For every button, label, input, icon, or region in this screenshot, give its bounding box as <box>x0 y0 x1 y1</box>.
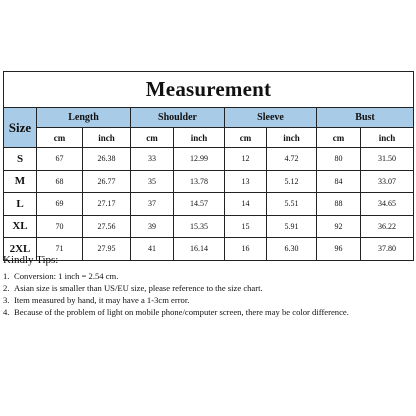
list-item <box>3 294 413 306</box>
table-cell: 80 <box>317 148 361 171</box>
table-cell: 92 <box>317 215 361 238</box>
unit-header-row <box>4 128 414 148</box>
table-cell: 27.56 <box>83 215 131 238</box>
table-cell: 14.57 <box>174 193 225 216</box>
table-cell: 6.30 <box>267 238 317 261</box>
table-cell: 88 <box>317 193 361 216</box>
size-label: M <box>4 170 37 193</box>
table-cell: 67 <box>37 148 83 171</box>
table-row <box>4 148 414 171</box>
tip-text: Asian size is smaller than US/EU size, please reference to the size chart. <box>14 283 263 293</box>
table-row <box>4 170 414 193</box>
table-cell: 31.50 <box>361 148 414 171</box>
table-cell: 15.35 <box>174 215 225 238</box>
table-cell: 36.22 <box>361 215 414 238</box>
table-cell: 71 <box>37 238 83 261</box>
table-cell: 39 <box>131 215 174 238</box>
table-cell: 4.72 <box>267 148 317 171</box>
unit-header: inch <box>174 128 225 148</box>
table-cell: 13.78 <box>174 170 225 193</box>
table-cell: 14 <box>225 193 267 216</box>
table-row <box>4 215 414 238</box>
table-title: Measurement <box>4 72 414 108</box>
table-cell: 84 <box>317 170 361 193</box>
list-item <box>3 282 413 294</box>
tip-text: Item measured by hand, it may have a 1-3cm error. <box>14 295 190 305</box>
table-cell: 15 <box>225 215 267 238</box>
table-cell: 26.77 <box>83 170 131 193</box>
table-cell: 96 <box>317 238 361 261</box>
unit-header: inch <box>83 128 131 148</box>
size-column-header: Size <box>4 108 37 148</box>
list-item <box>3 270 413 282</box>
table-cell: 41 <box>131 238 174 261</box>
group-header-bust: Bust <box>317 108 414 128</box>
size-label: XL <box>4 215 37 238</box>
table-cell: 68 <box>37 170 83 193</box>
table-cell: 27.95 <box>83 238 131 261</box>
group-header-row <box>4 108 414 128</box>
table-cell: 35 <box>131 170 174 193</box>
unit-header: cm <box>131 128 174 148</box>
tip-text: Conversion: 1 inch = 2.54 cm. <box>14 271 119 281</box>
measurement-sheet <box>3 71 413 261</box>
table-cell: 16 <box>225 238 267 261</box>
tips-title: Kindly Tips: <box>3 254 59 266</box>
kindly-tips <box>3 254 413 318</box>
table-cell: 13 <box>225 170 267 193</box>
table-cell: 12.99 <box>174 148 225 171</box>
table-cell: 33 <box>131 148 174 171</box>
table-cell: 70 <box>37 215 83 238</box>
tip-number: 2. <box>3 283 10 293</box>
table-cell: 16.14 <box>174 238 225 261</box>
table-cell: 37 <box>131 193 174 216</box>
size-table <box>3 71 414 261</box>
table-cell: 37.80 <box>361 238 414 261</box>
unit-header: cm <box>317 128 361 148</box>
unit-header: inch <box>267 128 317 148</box>
table-cell: 5.12 <box>267 170 317 193</box>
table-row <box>4 193 414 216</box>
unit-header: inch <box>361 128 414 148</box>
tip-number: 4. <box>3 307 10 317</box>
table-cell: 34.65 <box>361 193 414 216</box>
tip-text: Because of the problem of light on mobile phone/computer screen, there may be color difference. <box>14 307 349 317</box>
size-label: 2XL <box>4 238 37 261</box>
table-cell: 26.38 <box>83 148 131 171</box>
tips-list <box>3 270 413 318</box>
table-cell: 27.17 <box>83 193 131 216</box>
table-cell: 69 <box>37 193 83 216</box>
unit-header: cm <box>225 128 267 148</box>
unit-header: cm <box>37 128 83 148</box>
tip-number: 3. <box>3 295 10 305</box>
title-row <box>4 72 414 108</box>
table-cell: 33.07 <box>361 170 414 193</box>
group-header-sleeve: Sleeve <box>225 108 317 128</box>
size-label: L <box>4 193 37 216</box>
table-cell: 5.51 <box>267 193 317 216</box>
size-label: S <box>4 148 37 171</box>
group-header-length: Length <box>37 108 131 128</box>
table-cell: 12 <box>225 148 267 171</box>
list-item <box>3 306 413 318</box>
table-cell: 5.91 <box>267 215 317 238</box>
group-header-shoulder: Shoulder <box>131 108 225 128</box>
tip-number: 1. <box>3 271 10 281</box>
